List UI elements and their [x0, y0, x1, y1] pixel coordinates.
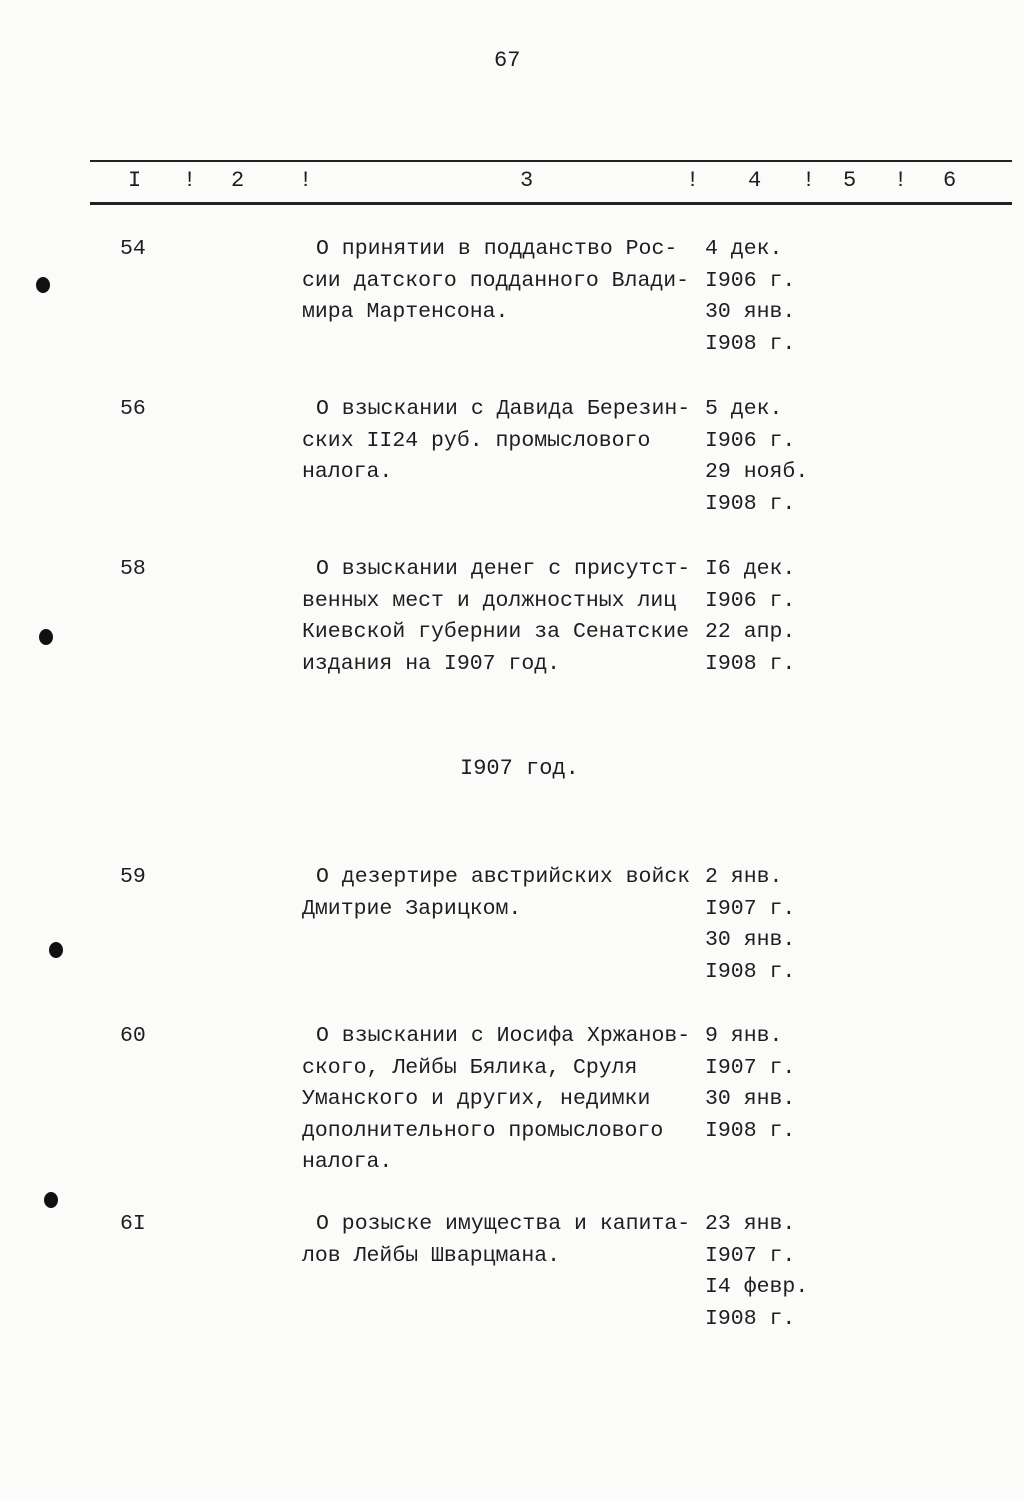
col-separator: ! [802, 168, 816, 193]
description-line: О принятии в подданство Рос- [316, 237, 678, 261]
date-line: 30 янв. [705, 1087, 796, 1111]
description-line: лов Лейбы Шварцмана. [302, 1243, 561, 1268]
description-line: О взыскании с Давида Березин- [316, 397, 691, 421]
date-line: 5 дек. [705, 397, 783, 421]
col-6-label: 6 [943, 168, 957, 193]
entry-dates [705, 234, 795, 360]
description-line: О розыске имущества и капита- [316, 1212, 691, 1236]
date-line: I908 г. [705, 491, 796, 516]
entry-number: 54 [120, 237, 146, 261]
entry-description [302, 1209, 690, 1272]
col-separator: ! [686, 168, 700, 193]
entry-description [302, 234, 689, 329]
date-line: 23 янв. [705, 1212, 796, 1236]
description-line: Уманского и других, недимки [302, 1087, 651, 1111]
punch-hole [36, 277, 50, 293]
description-line: Дмитрие Зарицком. [302, 896, 522, 921]
description-line: мира Мартенсона. [302, 300, 509, 324]
entry-dates [705, 394, 808, 520]
entry-number: 60 [120, 1024, 146, 1048]
date-line: I908 г. [705, 1306, 796, 1331]
punch-hole [44, 1192, 58, 1208]
description-line: О дезертире австрийских войск [316, 865, 691, 889]
date-line: 9 янв. [705, 1024, 783, 1048]
date-line: 30 янв. [705, 300, 796, 324]
date-line: I4 февр. [705, 1275, 809, 1299]
description-line: дополнительного промыслового [302, 1118, 664, 1143]
date-line: 30 янв. [705, 928, 796, 952]
entry-dates [705, 862, 795, 988]
date-line: I908 г. [705, 651, 796, 676]
description-line: О взыскании денег с присутст- [316, 557, 691, 581]
date-line: I906 г. [705, 428, 796, 453]
entry-description [302, 862, 690, 925]
punch-hole [49, 942, 63, 958]
col-4-label: 4 [748, 168, 762, 193]
col-3-label: 3 [520, 168, 534, 193]
date-line: 22 апр. [705, 620, 796, 644]
entry-number: 58 [120, 557, 146, 581]
entry-description [302, 554, 690, 680]
date-line: I908 г. [705, 959, 796, 984]
date-line: I6 дек. [705, 557, 796, 581]
date-line: I908 г. [705, 1118, 796, 1143]
col-2-label: 2 [231, 168, 245, 193]
entry-description [302, 1021, 690, 1179]
description-line: ского, Лейбы Бялика, Сруля [302, 1055, 638, 1080]
col-separator: ! [299, 168, 313, 193]
header-top-rule [90, 160, 1012, 162]
description-line: венных мест и должностных лиц [302, 588, 677, 613]
page-number: 67 [494, 48, 521, 73]
date-line: 29 нояб. [705, 460, 809, 484]
entry-dates [705, 554, 795, 680]
entry-number: 6I [120, 1212, 146, 1236]
date-line: 2 янв. [705, 865, 783, 889]
date-line: I907 г. [705, 896, 796, 921]
header-bottom-rule [90, 202, 1012, 205]
description-line: Киевской губернии за Сенатские [302, 620, 690, 644]
description-line: О взыскании с Иосифа Хржанов- [316, 1024, 691, 1048]
col-separator: ! [183, 168, 197, 193]
description-line: издания на I907 год. [302, 651, 561, 676]
col-1-label: I [128, 168, 142, 193]
description-line: налога. [302, 1150, 393, 1174]
date-line: I907 г. [705, 1055, 796, 1080]
date-line: I906 г. [705, 268, 796, 293]
section-title: I907 год. [460, 756, 579, 781]
entry-dates [705, 1209, 808, 1335]
entry-number: 56 [120, 397, 146, 421]
date-line: 4 дек. [705, 237, 783, 261]
punch-hole [39, 629, 53, 645]
date-line: I907 г. [705, 1243, 796, 1268]
entry-dates [705, 1021, 795, 1147]
col-separator: ! [894, 168, 908, 193]
description-line: налога. [302, 460, 393, 484]
entry-number: 59 [120, 865, 146, 889]
entry-description [302, 394, 690, 489]
date-line: I906 г. [705, 588, 796, 613]
description-line: ских II24 руб. промыслового [302, 428, 651, 453]
description-line: сии датского подданного Влади- [302, 268, 690, 293]
date-line: I908 г. [705, 331, 796, 356]
col-5-label: 5 [843, 168, 857, 193]
